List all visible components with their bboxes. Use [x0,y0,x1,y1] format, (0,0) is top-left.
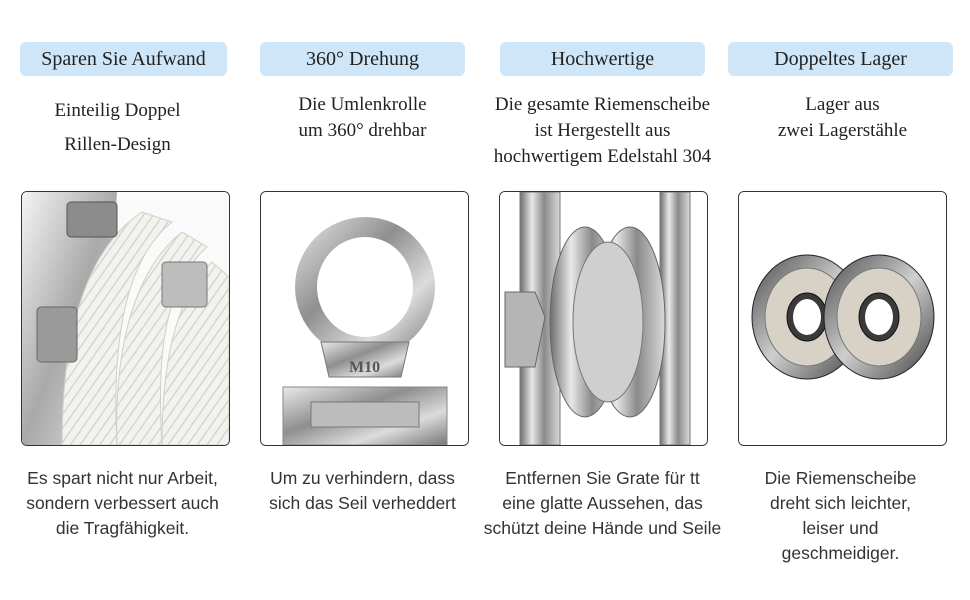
feature-image-frame [21,191,230,446]
feature-description: Lager aus zwei Lagerstähle [777,94,908,141]
swivel-eye-image [261,192,468,445]
feature-column-effort [0,0,235,600]
feature-image-frame [499,191,708,446]
bearings-image [739,192,946,445]
feature-description: Die gesamte Riemenscheibe ist Hergestellt aus hochwertigem Edelstahl 304 [493,94,712,167]
feature-title-badge: Hochwertige [500,42,705,76]
sheave-image [500,192,707,445]
feature-title-badge: Sparen Sie Aufwand [20,42,227,76]
feature-description: Einteilig Doppel Rillen-Design [54,100,181,155]
pulley-rope-image [22,192,229,445]
eye-bolt-label: M10 [349,359,381,376]
feature-column-bearing [725,0,960,600]
feature-caption: Um zu verhindern, dass sich das Seil verheddert [269,468,456,513]
feature-column-quality [485,0,720,600]
feature-column-rotation [245,0,480,600]
feature-caption: Die Riemenscheibe dreht sich leichter, leiser und geschmeidiger. [764,468,917,563]
feature-caption: Es spart nicht nur Arbeit, sondern verbessert auch die Tragfähigkeit. [26,468,219,538]
feature-image-frame [260,191,469,446]
feature-title-badge: 360° Drehung [260,42,465,76]
feature-description: Die Umlenkrolle um 360° drehbar [298,94,427,141]
feature-title-badge: Doppeltes Lager [728,42,953,76]
feature-caption: Entfernen Sie Grate für tt eine glatte Aussehen, das schützt deine Hände und Seile [483,468,722,538]
feature-image-frame [738,191,947,446]
